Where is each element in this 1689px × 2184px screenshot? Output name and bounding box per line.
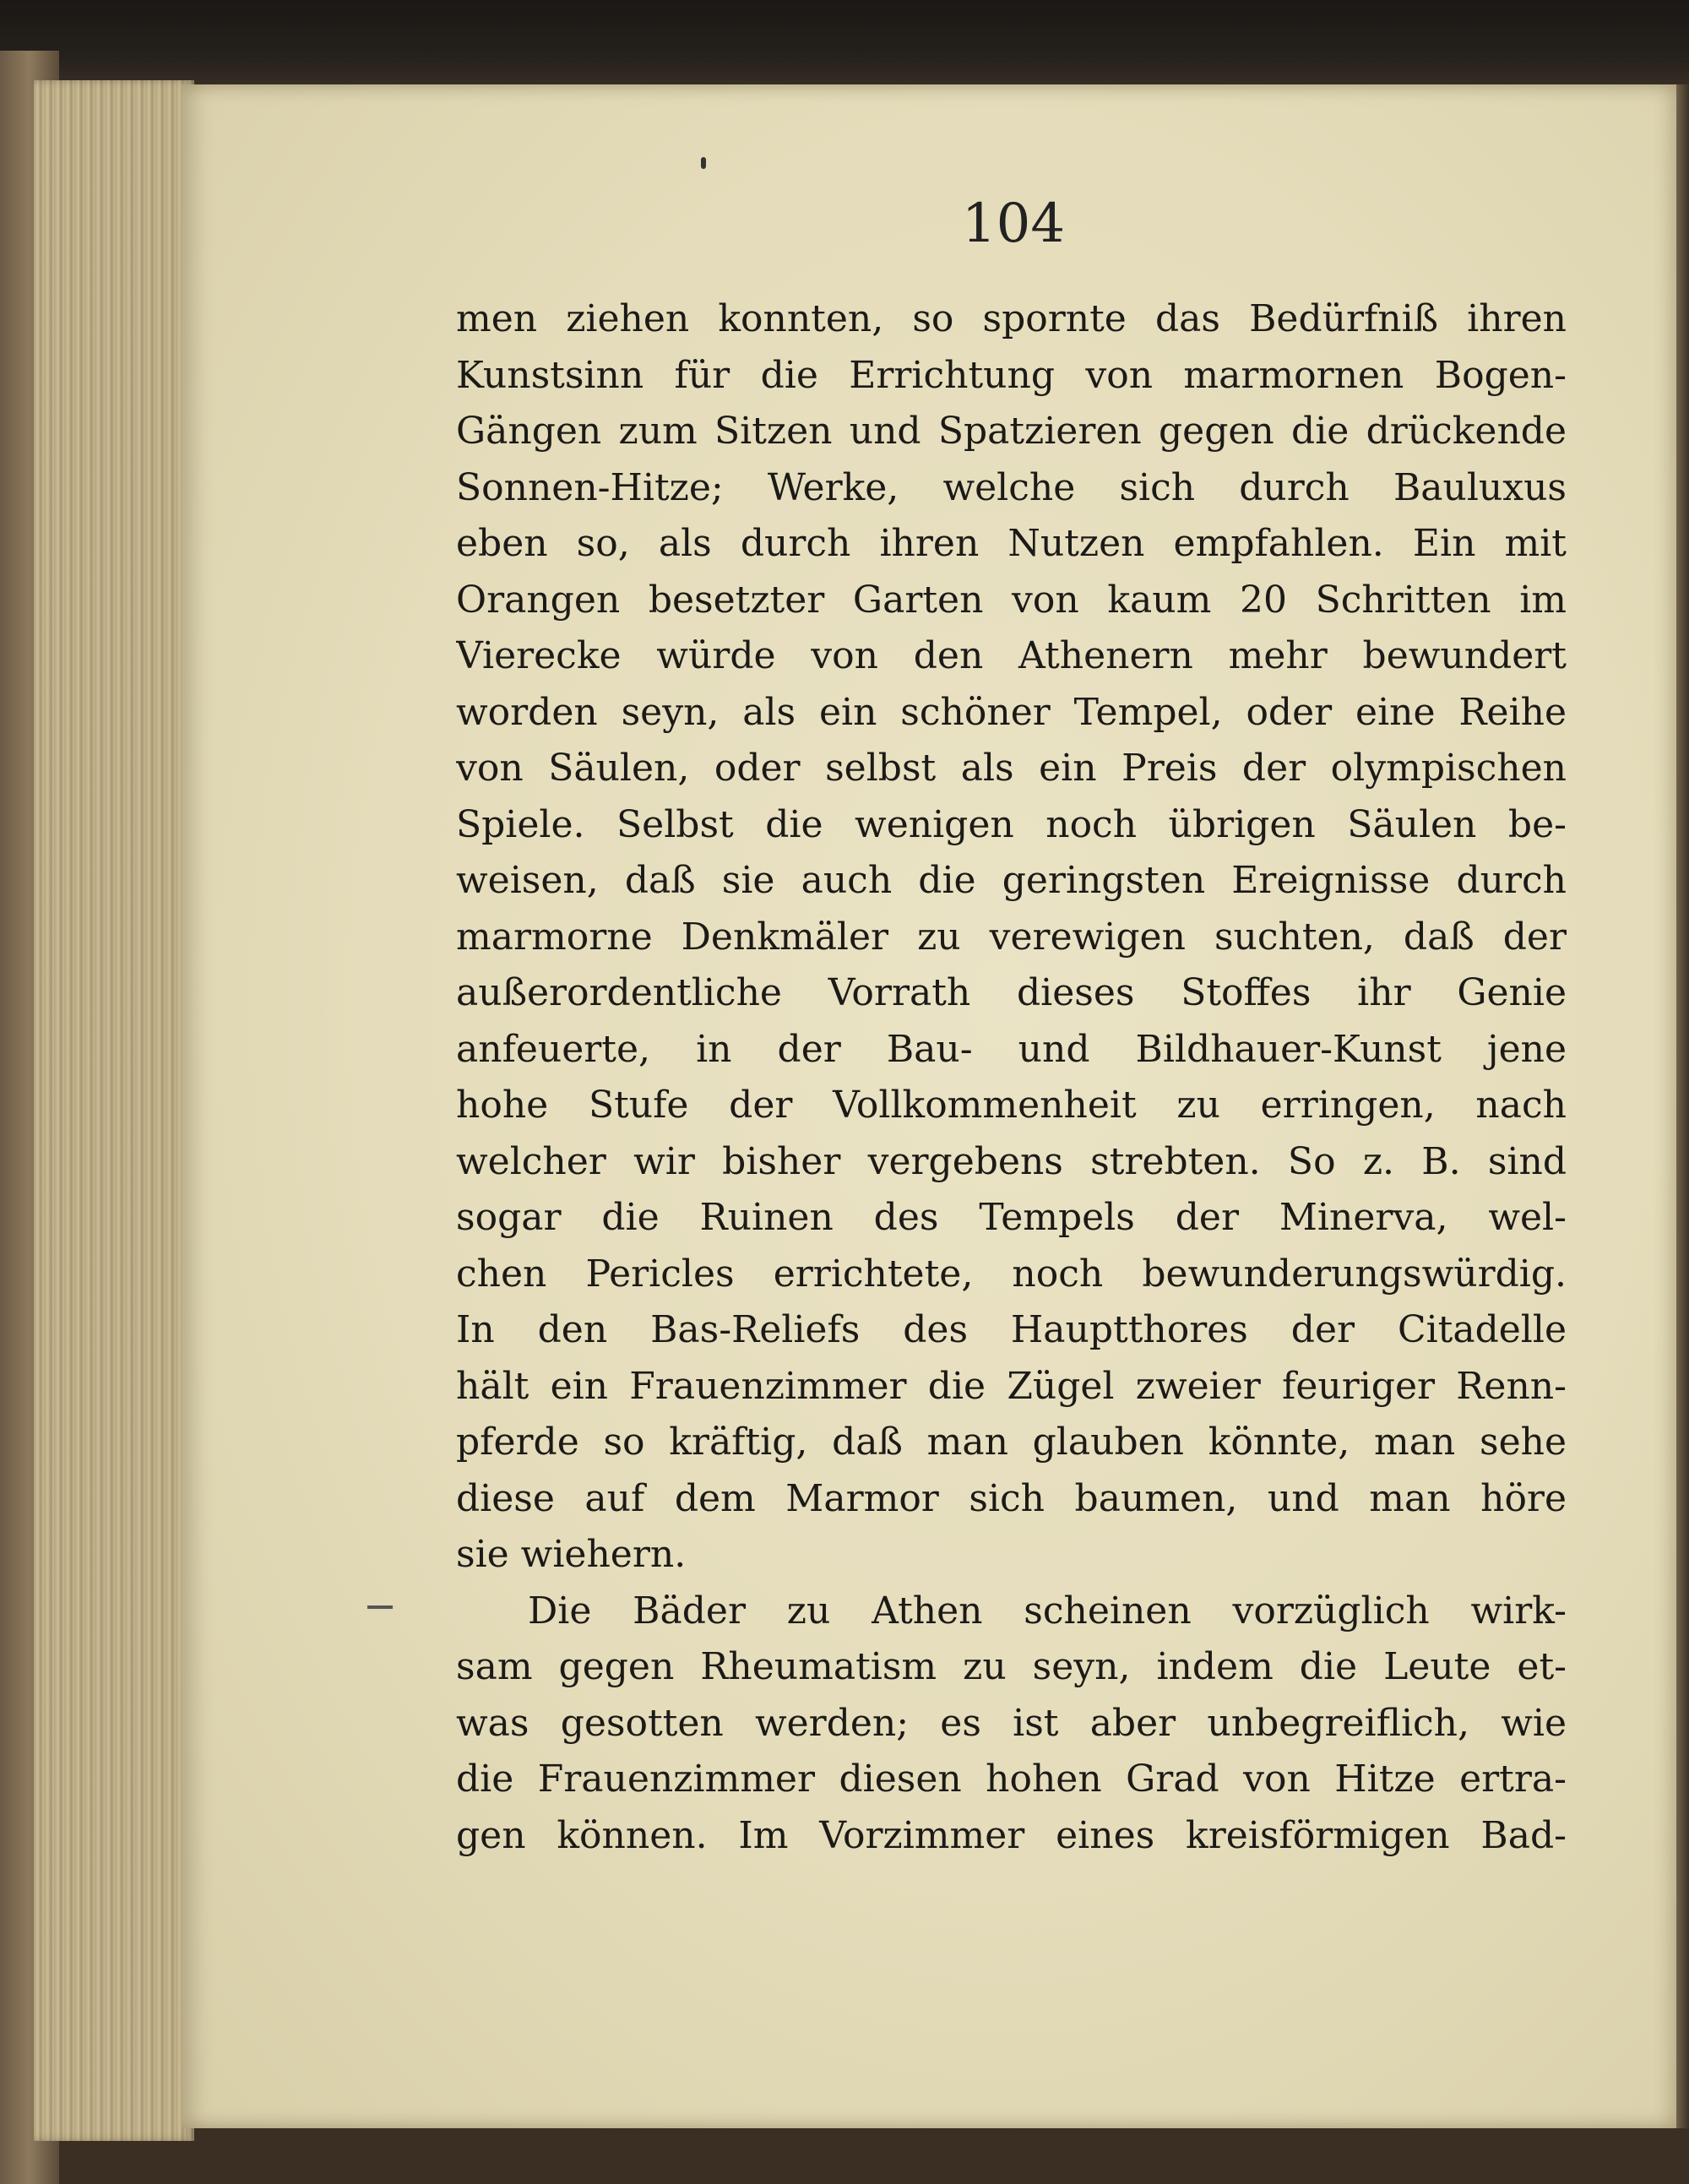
- text-line: welcher wir bisher vergebens strebten. So z. B. sind: [456, 1139, 1567, 1183]
- text-line: anfeuerte, in der Bau- und Bildhauer-Kunst jene: [456, 1027, 1567, 1071]
- text-line: Orangen besetzter Garten von kaum 20 Schritten im: [456, 578, 1567, 622]
- paragraph-start-line: Die Bäder zu Athen scheinen vorzüglich wirk-: [528, 1589, 1567, 1633]
- text-line: von Säulen, oder selbst als ein Preis der olympischen: [456, 747, 1567, 790]
- page-edges: [34, 80, 194, 2141]
- paragraph-end-line: sie wiehern.: [456, 1533, 687, 1576]
- text-line: eben so, als durch ihren Nutzen empfahlen. Ein mit: [456, 522, 1567, 565]
- ink-speck: [701, 157, 706, 169]
- margin-mark: [367, 1605, 393, 1609]
- text-line: die Frauenzimmer diesen hohen Grad von Hitze ertra-: [456, 1758, 1567, 1801]
- text-line: pferde so kräftig, daß man glauben könnte, man sehe: [456, 1421, 1567, 1464]
- text-line: was gesotten werden; es ist aber unbegreiflich, wie: [456, 1701, 1567, 1745]
- text-line: worden seyn, als ein schöner Tempel, oder eine Reihe: [456, 690, 1567, 734]
- text-line: hält ein Frauenzimmer die Zügel zweier feuriger Renn-: [456, 1364, 1567, 1408]
- text-line: weisen, daß sie auch die geringsten Ereignisse durch: [456, 859, 1567, 902]
- page-number: 104: [961, 193, 1066, 255]
- text-line: sam gegen Rheumatism zu seyn, indem die Leute et-: [456, 1645, 1567, 1688]
- text-line: außerordentliche Vorrath dieses Stoffes ihr Genie: [456, 971, 1567, 1014]
- text-line: men ziehen konnten, so spornte das Bedürfniß ihren: [456, 297, 1567, 340]
- book-cover-top: [0, 0, 1689, 93]
- text-line: Kunstsinn für die Errichtung von marmornen Bogen-: [456, 353, 1567, 397]
- body-text: [456, 291, 1567, 1864]
- text-line: Vierecke würde von den Athenern mehr bewundert: [456, 634, 1567, 677]
- text-line: diese auf dem Marmor sich baumen, und man höre: [456, 1476, 1567, 1520]
- text-line: marmorne Denkmäler zu verewigen suchten, daß der: [456, 915, 1567, 959]
- text-line: Spiele. Selbst die wenigen noch übrigen Säulen be-: [456, 802, 1567, 846]
- text-line: sogar die Ruinen des Tempels der Minerva, wel-: [456, 1196, 1567, 1239]
- text-line: Gängen zum Sitzen und Spatzieren gegen die drückende: [456, 410, 1567, 453]
- text-line: gen können. Im Vorzimmer eines kreisförmigen Bad-: [456, 1813, 1567, 1857]
- text-line: In den Bas-Reliefs des Hauptthores der Citadelle: [456, 1308, 1567, 1351]
- text-line: hohe Stufe der Vollkommenheit zu erringen, nach: [456, 1084, 1567, 1127]
- text-line: Sonnen-Hitze; Werke, welche sich durch Bauluxus: [456, 465, 1567, 509]
- text-line: chen Pericles errichtete, noch bewunderungswürdig.: [456, 1252, 1567, 1296]
